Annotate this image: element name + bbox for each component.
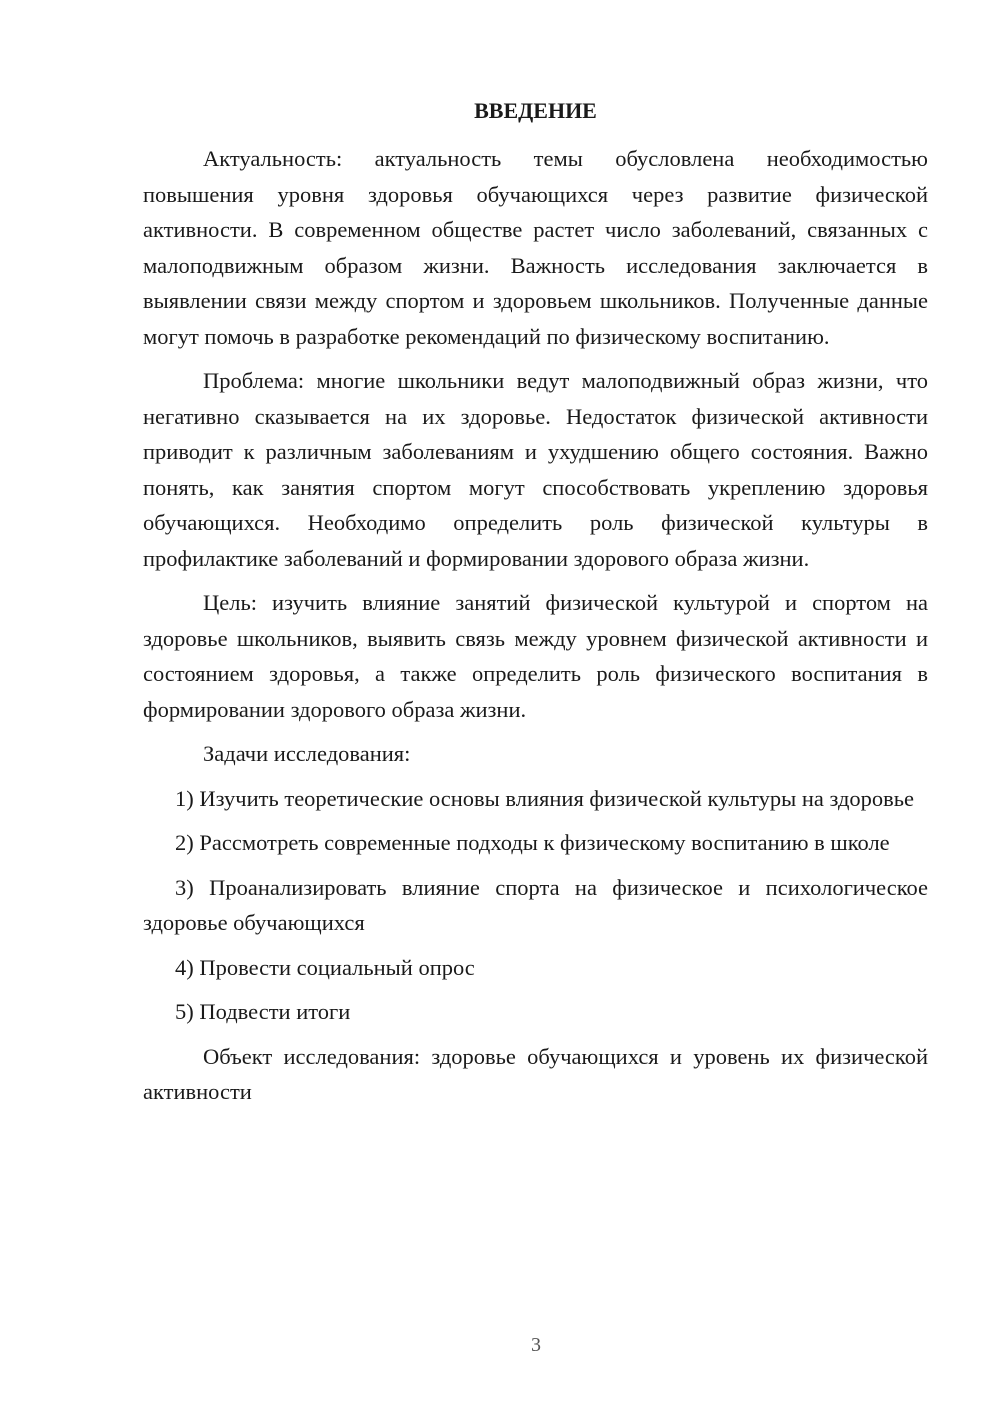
- paragraph-problem: Проблема: многие школьники ведут малоподвижный образ жизни, что негативно сказывается на их здоровье. Недостаток физической активности приводит к различным заболеваниям и ухудшению общего состояния. Важно понять, как занятия спортом могут способствовать укреплению здоровья обучающихся. Необходимо определить роль физической культуры в профилактике заболеваний и формировании здорового образа жизни.: [143, 368, 928, 571]
- page-number: 3: [531, 1334, 541, 1356]
- task-item: 5) Подвести итоги: [175, 999, 351, 1024]
- paragraph-goal: Цель: изучить влияние занятий физической культурой и спортом на здоровье школьников, выявить связь между уровнем физической активности и состоянием здоровья, а также определить роль физического воспитания в формировании здорового образа жизни.: [143, 590, 928, 722]
- task-item: 4) Провести социальный опрос: [175, 954, 475, 980]
- section-heading: ВВЕДЕНИЕ: [474, 98, 597, 123]
- task-item: 3) Проанализировать влияние спорта на физическое и психологическое здоровье обучающихся: [143, 874, 928, 935]
- tasks-title: Задачи исследования:: [203, 741, 411, 766]
- task-item: 1) Изучить теоретические основы влияния физической культуры на здоровье: [175, 785, 915, 811]
- paragraph-object: Объект исследования: здоровье обучающихся и уровень их физической активности: [143, 1043, 928, 1104]
- task-item: 2) Рассмотреть современные подходы к физическому воспитанию в школе: [175, 830, 890, 855]
- document-page: [143, 95, 928, 1119]
- paragraph-relevance: Актуальность: актуальность темы обусловлена необходимостью повышения уровня здоровья обучающихся через развитие физической активности. В современном обществе растет число заболеваний, связанных с малоподвижным образом жизни. Важность исследования заключается в выявлении связи между спортом и здоровьем школьников. Полученные данные могут помочь в разработке рекомендаций по физическому воспитанию.: [143, 146, 928, 349]
